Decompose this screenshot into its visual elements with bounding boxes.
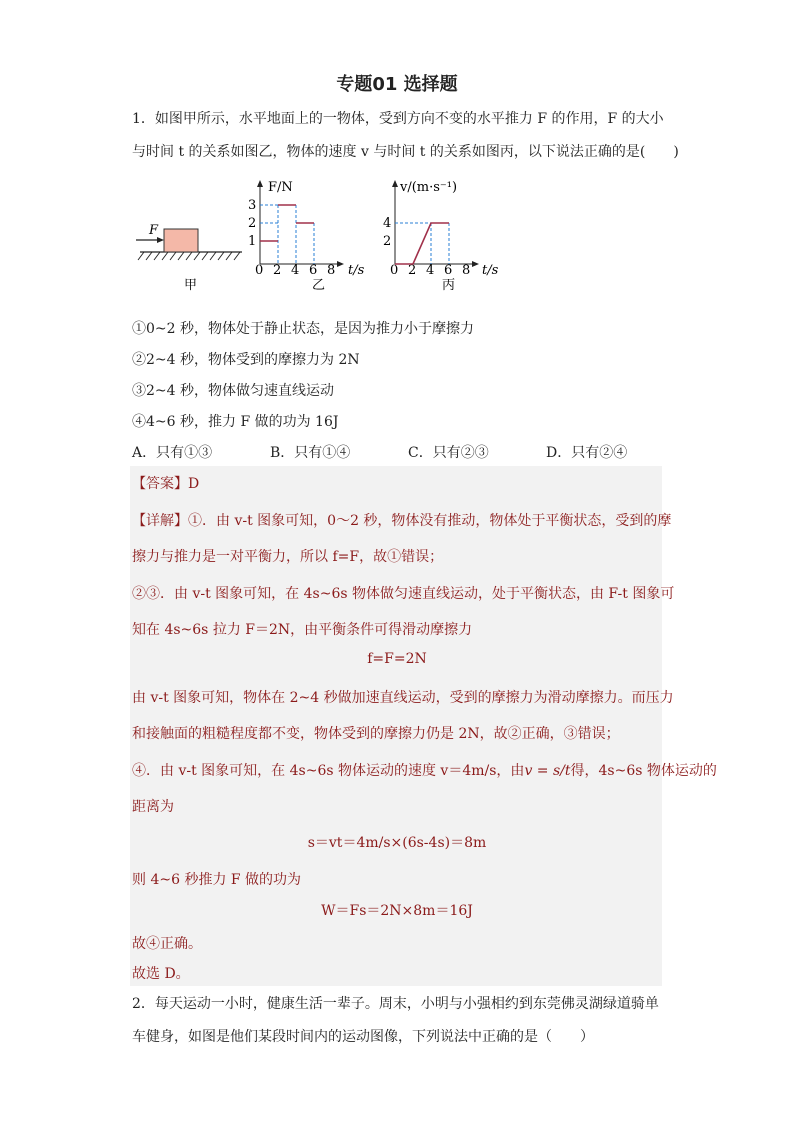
yi-ytick: 2	[248, 216, 257, 231]
block	[164, 229, 198, 252]
yi-xtick: 0	[255, 263, 264, 278]
figure-bing-label: 丙	[442, 278, 456, 293]
option-d[interactable]: D．只有②④	[546, 445, 628, 461]
option-b[interactable]: B．只有①④	[270, 445, 351, 461]
yi-xtick: 4	[291, 263, 300, 278]
bing-ytick: 2	[383, 234, 392, 249]
page-title: 专题01 选择题	[336, 74, 458, 95]
bing-ytick: 4	[383, 216, 392, 231]
velocity-formula: v = s/t	[524, 763, 571, 779]
statement-1: ①0~2 秒，物体处于静止状态，是因为推力小于摩擦力	[132, 321, 474, 337]
answer: 【答案】D	[132, 476, 200, 492]
explanation-line: ②③．由 v-t 图象可知，在 4s~6s 物体做匀速直线运动，处于平衡状态，由 F-t 图象可	[132, 586, 675, 602]
bing-xtick: 0	[390, 263, 399, 278]
explanation-text: ④．由 v-t 图象可知，在 4s~6s 物体运动的速度 v＝4m/s，由	[132, 763, 525, 779]
explanation-line: 【详解】①．由 v-t 图象可知，0～2 秒，物体没有推动，物体处于平衡状态，受到的摩	[132, 513, 672, 529]
explanation-line: 距离为	[132, 799, 174, 815]
yi-xlabel: t/s	[348, 263, 365, 278]
yi-xtick: 6	[309, 263, 318, 278]
figure-yi-label: 乙	[312, 278, 326, 293]
question-2-line1: 2．每天运动一小时，健康生活一辈子。周末，小明与小强相约到东莞佛灵湖绿道骑单	[132, 996, 659, 1012]
equation-distance: s＝vt＝4m/s×(6s-4s)＝8m	[307, 835, 487, 851]
options-row	[132, 442, 684, 462]
explanation-line	[132, 760, 717, 780]
yi-ytick: 3	[248, 198, 257, 213]
velocity-graph-line	[395, 223, 449, 264]
equation-friction: f=F=2N	[367, 651, 427, 667]
yi-xtick: 2	[273, 263, 282, 278]
bing-xtick: 8	[462, 263, 471, 278]
equation-work: W＝Fs＝2N×8m＝16J	[321, 903, 473, 919]
statement-3: ③2~4 秒，物体做匀速直线运动	[132, 383, 334, 399]
statement-2: ②2~4 秒，物体受到的摩擦力为 2N	[132, 352, 360, 368]
yi-xtick: 8	[327, 263, 336, 278]
explanation-line: 擦力与推力是一对平衡力，所以 f=F，故①错误；	[132, 549, 444, 565]
explanation-line: 故选 D。	[132, 966, 190, 982]
option-c[interactable]: C．只有②③	[408, 445, 489, 461]
explanation-line: 知在 4s~6s 拉力 F＝2N，由平衡条件可得滑动摩擦力	[132, 622, 473, 638]
bing-xtick: 2	[408, 263, 417, 278]
explanation-text: 得，4s~6s 物体运动的	[570, 763, 717, 779]
figure-yi	[248, 180, 365, 293]
explanation-line: 由 v-t 图象可知，物体在 2~4 秒做加速直线运动，受到的摩擦力为滑动摩擦力。而压力	[132, 690, 674, 706]
bing-xlabel: t/s	[482, 263, 499, 278]
yi-ytick: 1	[248, 234, 257, 249]
figure-bing	[383, 180, 499, 293]
bing-ylabel: v/(m·s⁻¹)	[400, 180, 458, 195]
force-label: F	[149, 223, 159, 238]
option-a[interactable]: A．只有①③	[132, 445, 213, 461]
statement-4: ④4~6 秒，推力 F 做的功为 16J	[132, 414, 339, 430]
explanation-line: 和接触面的粗糙程度都不变，物体受到的摩擦力仍是 2N，故②正确，③错误；	[132, 726, 620, 742]
figure-jia	[136, 223, 242, 293]
question-1-figures	[130, 170, 530, 300]
bing-xtick: 6	[444, 263, 453, 278]
explanation-line: 则 4~6 秒推力 F 做的功为	[132, 872, 302, 888]
question-2-line2: 车健身，如图是他们某段时间内的运动图像，下列说法中正确的是（ ）	[132, 1029, 594, 1045]
question-1-stem-line1: 1．如图甲所示，水平地面上的一物体，受到方向不变的水平推力 F 的作用，F 的大小	[132, 111, 664, 127]
yi-ylabel: F/N	[268, 180, 293, 195]
force-graph-line	[260, 205, 314, 241]
bing-xtick: 4	[426, 263, 435, 278]
figure-jia-label: 甲	[184, 278, 198, 293]
explanation-line: 故④正确。	[132, 936, 202, 952]
question-1-stem-line2: 与时间 t 的关系如图乙，物体的速度 v 与时间 t 的关系如图丙，以下说法正确的是( )	[132, 144, 679, 160]
